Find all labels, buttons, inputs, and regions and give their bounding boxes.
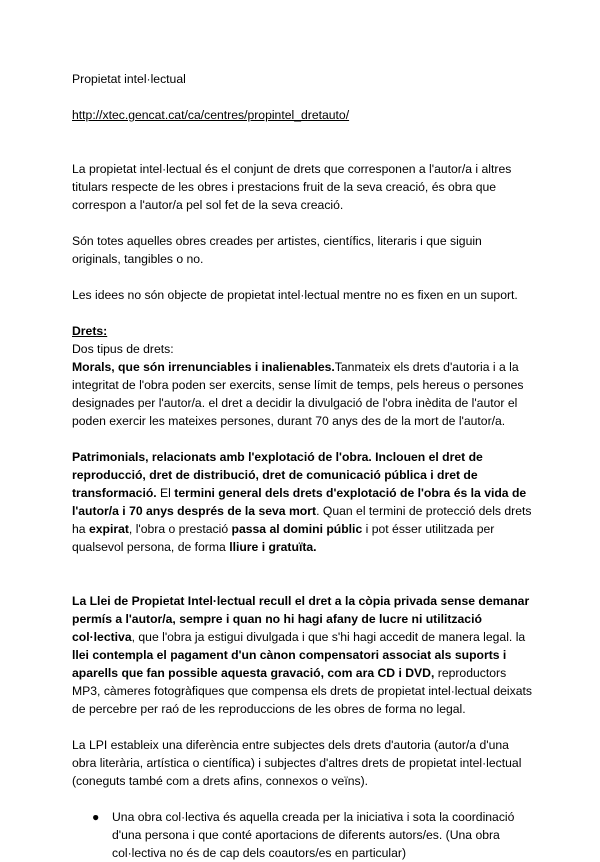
intro-paragraph: La propietat intel·lectual és el conjunt de drets que corresponen a l'autor/a i altres titulars respecte de les obres i prestacions fruit de la seva creació, és obra que correspon a l'autor/a pel sol fet de la seva creació. <box>72 162 512 212</box>
patrimonials-paragraph: Patrimonials, relacionats amb l'explotació de l'obra. Inclouen el dret de reproducció, dret de distribució, dret de comunicació pública i dret de transformació. El termini general dels drets d'explotació de l'obra és la vida de l'autor/a i 70 anys després de la seva mort. Quan el termini de protecció dels drets ha expirat, l'obra o prestació passa al domini públic i pot ésser utilitzada per qualsevol persona, de forma lliure i gratuïta. <box>72 450 532 554</box>
works-paragraph: Són totes aquelles obres creades per artistes, científics, literaris i que siguin originals, tangibles o no. <box>72 234 482 266</box>
drets-heading: Drets: <box>72 324 108 338</box>
bullet-list <box>72 808 532 862</box>
drets-subheading: Dos tipus de drets: <box>72 342 174 356</box>
source-link-paragraph <box>72 106 532 124</box>
list-item <box>92 808 532 862</box>
bullet-icon: ● <box>92 810 100 824</box>
document-title: Propietat intel·lectual <box>72 72 186 86</box>
ideas-paragraph: Les idees no són objecte de propietat intel·lectual mentre no es fixen en un suport. <box>72 288 518 302</box>
list-item-text: Una obra col·lectiva és aquella creada per la iniciativa i sota la coordinació d'una persona i que conté aportacions de diferents autors/es. (Una obra col·lectiva no és de cap dels coautors/es en particular) <box>112 810 515 860</box>
document-page <box>72 70 532 862</box>
source-link[interactable]: http://xtec.gencat.cat/ca/centres/propintel_dretauto/ <box>72 108 350 122</box>
lpi-difference-paragraph: La LPI estableix una diferència entre subjectes dels drets d'autoria (autor/a d'una obra literària, artística o científica) i subjectes d'altres drets de propietat intel·lectual (coneguts també com a drets afins, connexos o veïns). <box>72 738 522 788</box>
lpi-paragraph: La Llei de Propietat Intel·lectual recull el dret a la còpia privada sense demanar permís a l'autor/a, sempre i quan no hi hagi afany de lucre ni utilització col·lectiva, que l'obra ja estigui divulgada i que s'hi hagi accedit de manera legal. la llei contempla el pagament d'un cànon compensatori associat als suports i aparells que fan possible aquesta gravació, com ara CD i DVD, reproductors MP3, càmeres fotogràfiques que compensa els drets de propietat intel·lectual deixats de percebre per raó de les reproduccions de les obres de forma no legal. <box>72 594 532 716</box>
morals-paragraph: Morals, que són irrenunciables i inalienables.Tanmateix els drets d'autoria i a la integritat de l'obra poden ser exercits, sense límit de temps, pels hereus o persones designades per l'autor/a. el dret a decidir la divulgació de l'obra inèdita de l'autor el poden exercir les mateixes persones, durant 70 anys des de la mort de l'autor/a. <box>72 360 524 428</box>
